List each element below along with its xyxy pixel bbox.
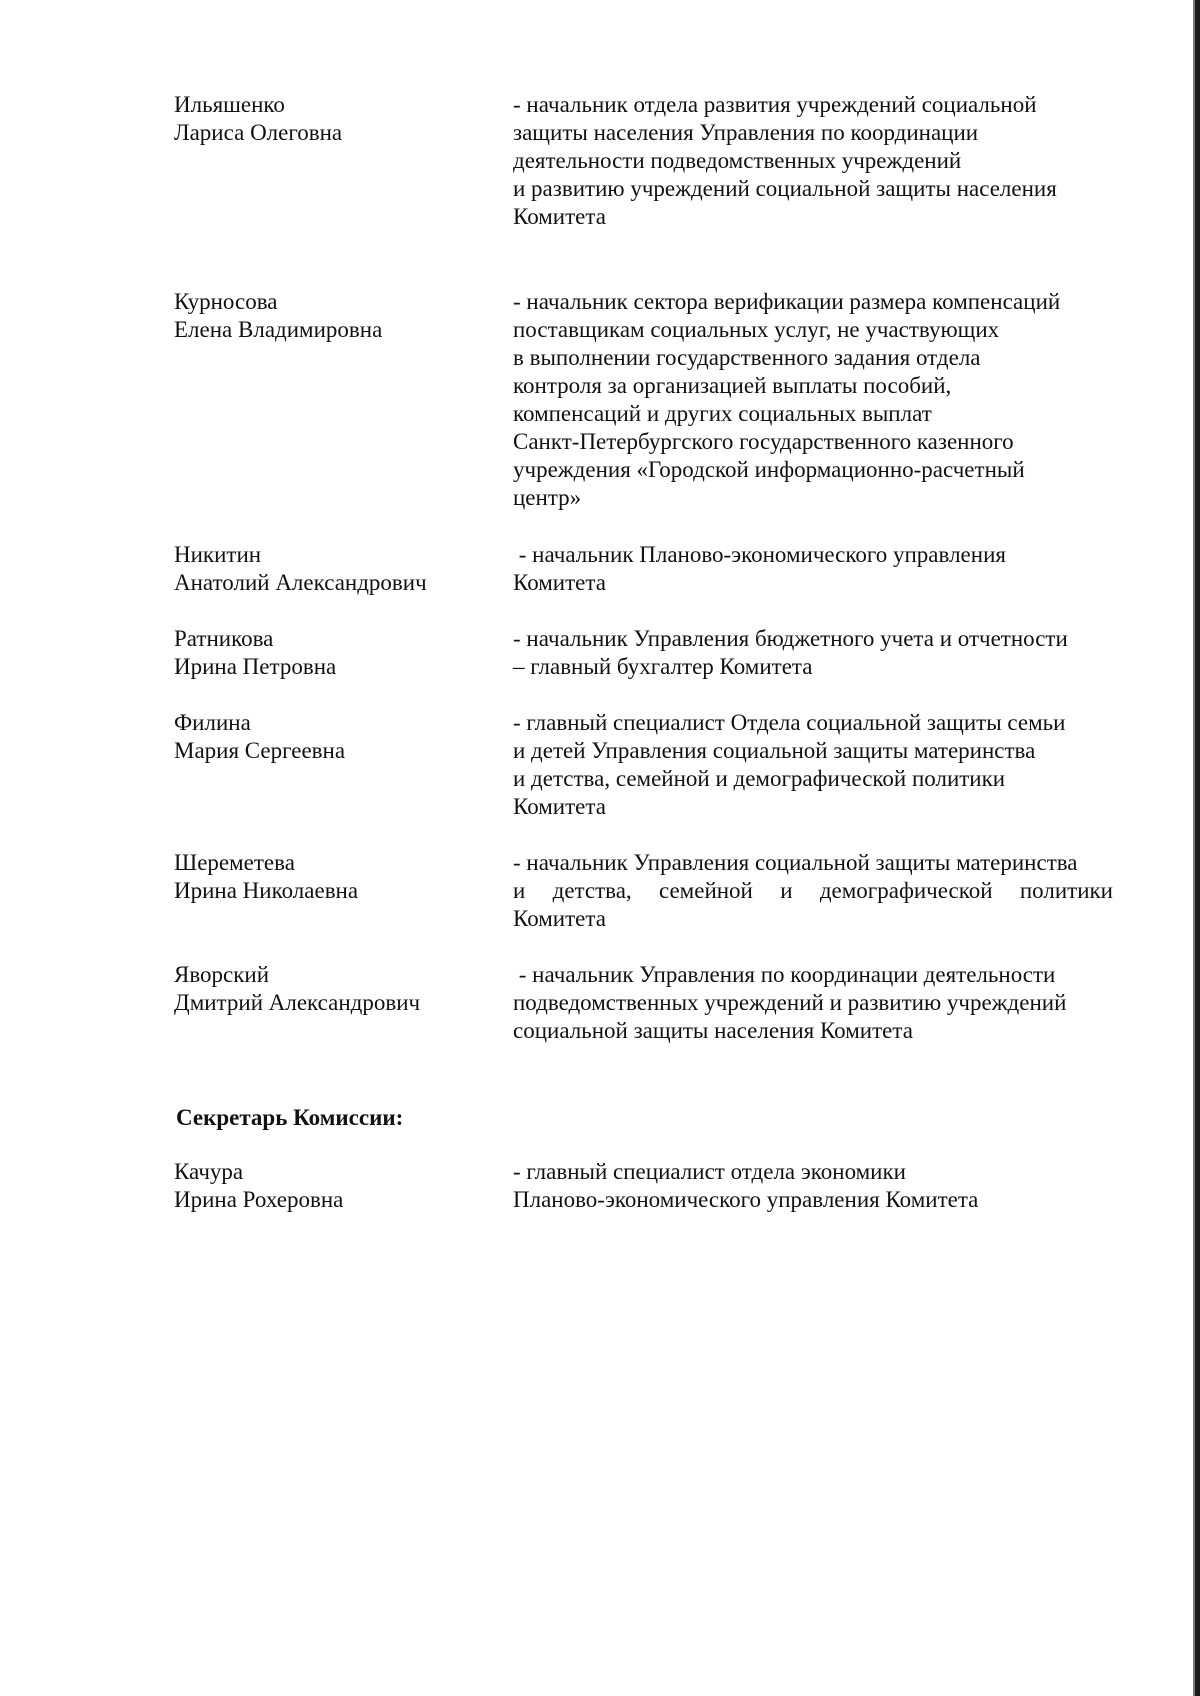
- role-line: защиты населения Управления по координации: [513, 120, 979, 145]
- member-surname: Курносова: [174, 289, 278, 314]
- member-role: [513, 1158, 1113, 1214]
- role-line: - начальник Управления бюджетного учета и отчетности: [513, 626, 1068, 651]
- role-line: и развитию учреждений социальной защиты населения: [513, 176, 1057, 201]
- role-line: и детей Управления социальной защиты материнства: [513, 738, 1036, 763]
- member-role: [513, 288, 1113, 512]
- role-line: подведомственных учреждений и развитию учреждений: [513, 990, 1067, 1015]
- member-role: [513, 91, 1113, 231]
- member-given-name: Дмитрий Александрович: [174, 990, 421, 1015]
- member-role: [513, 849, 1113, 933]
- role-line: Планово-экономического управления Комитета: [513, 1187, 979, 1212]
- member-surname: Филина: [174, 710, 251, 735]
- member-name: [174, 709, 494, 765]
- role-line: контроля за организацией выплаты пособий,: [513, 373, 952, 398]
- member-name: [174, 625, 494, 681]
- member-given-name: Елена Владимировна: [174, 317, 383, 342]
- role-line: Комитета: [513, 204, 606, 229]
- role-line: - главный специалист Отдела социальной защиты семьи: [513, 710, 1066, 735]
- member-given-name: Лариса Олеговна: [174, 120, 343, 145]
- member-given-name: Ирина Рохеровна: [174, 1187, 344, 1212]
- member-surname: Ратникова: [174, 626, 274, 651]
- member-name: [174, 91, 494, 147]
- role-line: - начальник сектора верификации размера компенсаций: [513, 289, 1061, 314]
- member-surname: Ильяшенко: [174, 92, 285, 117]
- role-line: Комитета: [513, 570, 606, 595]
- member-name: [174, 541, 494, 597]
- member-given-name: Мария Сергеевна: [174, 738, 346, 763]
- member-surname: Шереметева: [174, 850, 295, 875]
- role-line: Санкт-Петербургского государственного казенного: [513, 429, 1014, 454]
- role-line: деятельности подведомственных учреждений: [513, 148, 962, 173]
- role-line: социальной защиты населения Комитета: [513, 1018, 913, 1043]
- member-given-name: Ирина Петровна: [174, 654, 337, 679]
- role-line: - начальник Планово-экономического управления: [513, 542, 1006, 567]
- member-surname: Яворский: [174, 962, 270, 987]
- member-surname: Никитин: [174, 542, 262, 567]
- role-line: в выполнении государственного задания отдела: [513, 345, 981, 370]
- role-line: - начальник Управления социальной защиты материнства: [513, 850, 1078, 875]
- role-line: и детства, семейной и демографической политики: [513, 878, 1113, 903]
- member-given-name: Анатолий Александрович: [174, 570, 427, 595]
- role-line: - начальник отдела развития учреждений социальной: [513, 92, 1037, 117]
- member-role: [513, 961, 1113, 1045]
- member-name: [174, 849, 494, 905]
- member-name: [174, 961, 494, 1017]
- role-line: - главный специалист отдела экономики: [513, 1159, 906, 1184]
- scan-edge: [1195, 0, 1200, 1696]
- member-given-name: Ирина Николаевна: [174, 878, 359, 903]
- member-name: [174, 288, 494, 344]
- member-name: [174, 1158, 494, 1214]
- role-line: - начальник Управления по координации деятельности: [513, 962, 1056, 987]
- role-line: и детства, семейной и демографической политики: [513, 766, 1006, 791]
- role-line: Комитета: [513, 794, 606, 819]
- role-line: Комитета: [513, 906, 606, 931]
- role-line: компенсаций и других социальных выплат: [513, 401, 932, 426]
- member-role: [513, 541, 1113, 597]
- member-role: [513, 709, 1113, 821]
- member-surname: Качура: [174, 1159, 244, 1184]
- role-line: – главный бухгалтер Комитета: [513, 654, 813, 679]
- role-line: центр»: [513, 485, 582, 510]
- role-line: учреждения «Городской информационно-расчетный: [513, 457, 1025, 482]
- role-line: поставщикам социальных услуг, не участвующих: [513, 317, 1000, 342]
- secretary-heading: Секретарь Комиссии:: [176, 1105, 404, 1130]
- member-role: [513, 625, 1113, 681]
